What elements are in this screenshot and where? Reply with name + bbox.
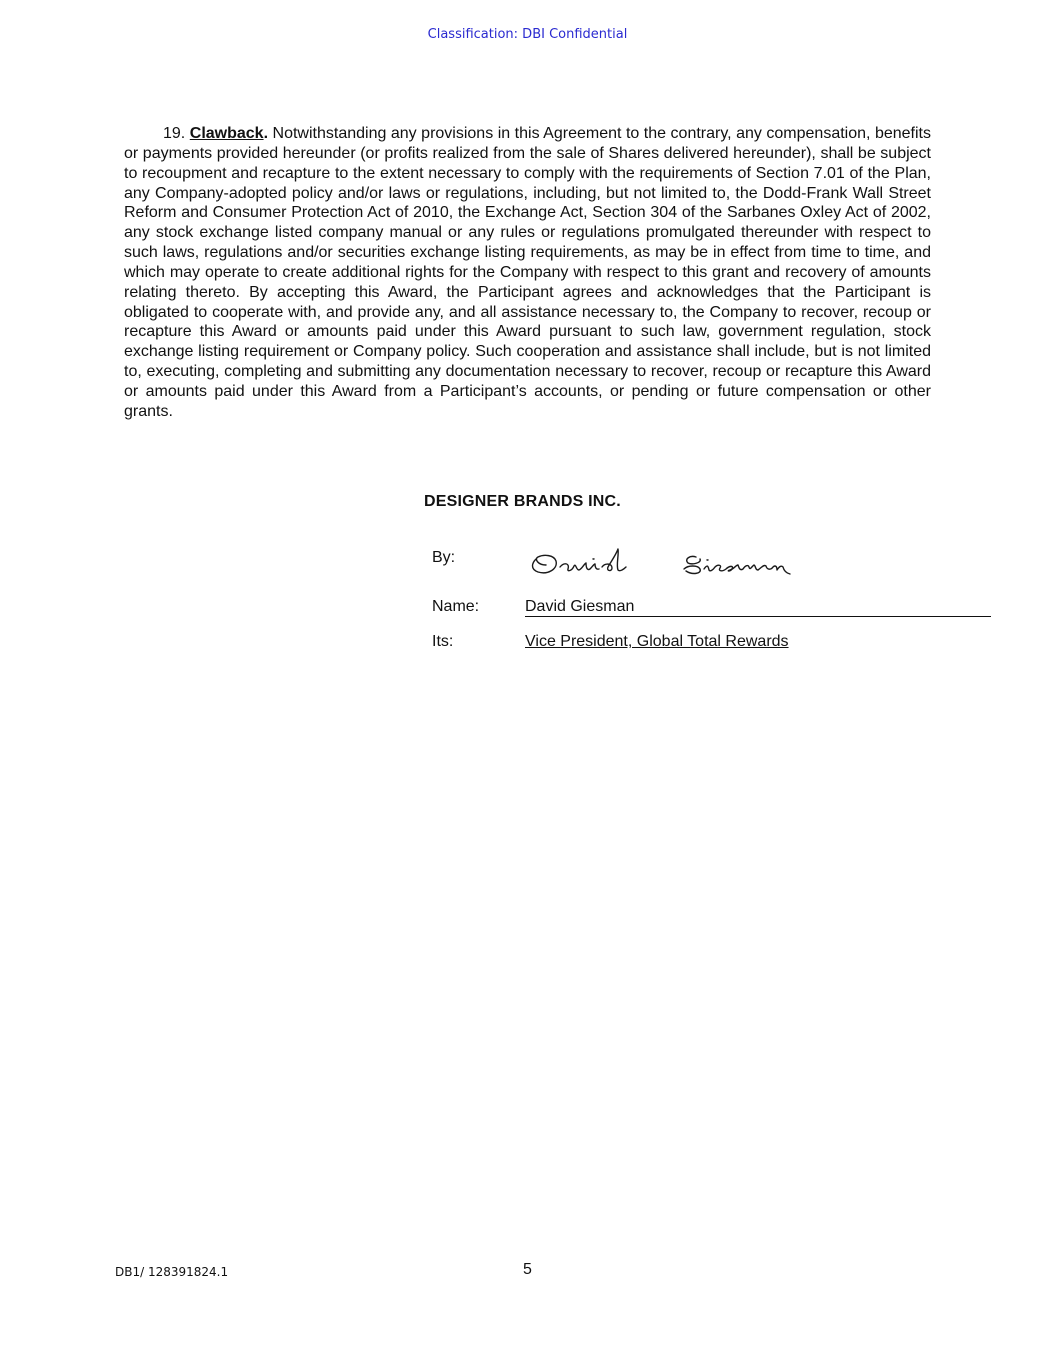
section-heading-period: . xyxy=(263,125,269,142)
name-label: Name: xyxy=(432,598,480,615)
company-name: DESIGNER BRANDS INC. xyxy=(424,493,621,510)
name-value: David Giesman xyxy=(525,598,991,617)
by-label: By: xyxy=(432,549,456,566)
classification-header: Classification: DBI Confidential xyxy=(427,27,628,42)
page-number: 5 xyxy=(523,1261,532,1278)
handwritten-signature xyxy=(524,543,824,583)
section-19-paragraph xyxy=(124,124,931,422)
title-value: Vice President, Global Total Rewards xyxy=(525,633,789,650)
section-heading: Clawback xyxy=(189,125,264,142)
section-body: Notwithstanding any provisions in this Agreement to the contrary, any compensation, benefits or payments provided hereunder (or profits realized from the sale of Shares delivered hereunder), shall be subject to recoupment and recapture to the extent necessary to comply with the requirements of Section 7.01 of the Plan, any Company-adopted policy and/or laws or regulations, including, but not limited to, the Dodd-Frank Wall Street Reform and Consumer Protection Act of 2010, the Exchange Act, Section 304 of the Sarbanes Oxley Act of 2002, any stock exchange listed company manual or any rules or regulations promulgated thereunder with respect to such laws, regulations and/or securities exchange listing requirements, as may be in effect from time to time, and which may operate to create additional rights for the Company with respect to this grant and recovery of amounts relating thereto. By accepting this Award, the Participant agrees and acknowledges that the Participant is obligated to cooperate with, and provide any, and all assistance necessary to, the Company to recover, recoup or recapture this Award or amounts paid under this Award pursuant to such law, government regulation, stock exchange listing requirement or Company policy. Such cooperation and assistance shall include, but is not limited to, executing, completing and submitting any documentation necessary to recover, recoup or recapture this Award or amounts paid under this Award from a Participant’s accounts, or pending or future compensation or other grants. xyxy=(124,125,931,420)
document-id: DB1/ 128391824.1 xyxy=(115,1265,229,1279)
title-label: Its: xyxy=(432,633,454,650)
section-number: 19. xyxy=(163,125,186,142)
